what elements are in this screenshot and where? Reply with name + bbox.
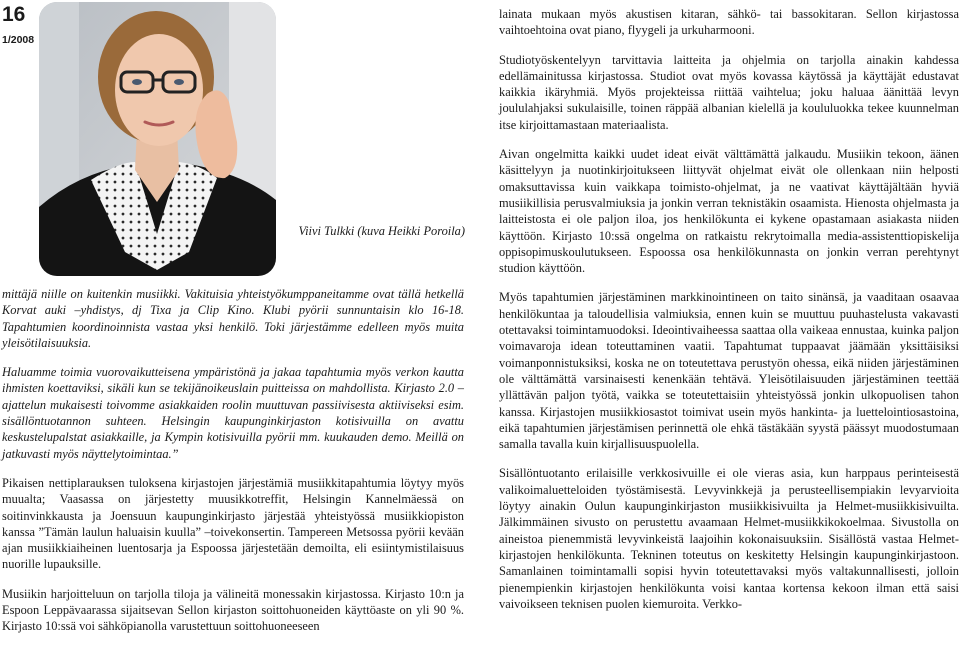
page-number: 16 xyxy=(2,3,26,26)
right-paragraph: Sisällöntuotanto erilaisille verkkosivuille ei ole vieras asia, kun harppaus perinteisestä valikoimaluetteloiden työstämisestä. Levyvinkkejä ja perusteellisempiakin levyarvioita löytyy ainakin Oulun kaupunginkirjaston musiikkisivuilta ja Helmet-musiikkisivuilta. Jälkimmäinen sivusto on perustettu avaamaan Helmet-musiikkikokoelmaa. Sivustolla on aineistoa pienemmistä levyvinkeistä laajoihin kokonaisuuksiin. Sisällöstä vastaa Helmet-kirjastojen henkilökunta. Tekninen toteutus on keskitetty Helsingin kaupunginkirjastoon. Samanlainen toimintamalli sopisi hyvin toteutettavaksi myös valtakunnallisesti, jolloin pienempienkin kirjastojen henkilökunta voisi kantaa kortensa kekoon ilman että saisi vaivoikseen teknisen puolen kiemuroita. Verkko- xyxy=(499,466,959,611)
portrait-photo xyxy=(39,2,276,276)
left-paragraph: Musiikin harjoitteluun on tarjolla tiloja ja välineitä monessakin kirjastossa. Kirjasto 10:n ja Espoon Leppävaarassa sijaitsevan Sellon kirjaston soittohuoneiden käyttöaste on yli 90 %. Kirjasto 10:ssä voi sähköpianolla varustettuun soittohuoneeseen xyxy=(2,586,464,634)
right-paragraph: Studiotyöskentelyyn tarvittavia laitteita ja ohjelmia on tarjolla ainakin kahdessa edellämainitussa kirjastossa. Studiot ovat myös kovassa käytössä ja käyttäjät edustavat kaikkia ikäryhmiä. Myös projekteissa riittää vaihtelua; joku haluaa äänittää levyn joululahjaksi sukulaisille, toinen räppää albanian kielellä ja koululuokka tekee kuunnelman itse kirjoittamastaan materiaalista. xyxy=(499,52,959,132)
portrait-illustration xyxy=(39,2,276,276)
left-paragraph: Pikaisen nettiplarauksen tuloksena kirjastojen järjestämiä musiikkitapahtumia löytyy myös muualta; Vaasassa on järjestetty muusikkotreffit, Helsingin Kannelmäessä on soitinvinkkausta ja Joensuun kaupunginkirjasto järjestää yhteistyössä musiikkiopiston kanssa ”Tämän laulun haluaisin kuulla” –toivekonsertin. Tampereen Metsossa pyörii kevään ajan musiikkiaiheinen luentosarja ja Espoossa järjestetään demoilta, eli esiintymistilaisuus nuorille lupauksille. xyxy=(2,475,464,572)
right-paragraph: Aivan ongelmitta kaikki uudet ideat eivät välttämättä jalkaudu. Musiikin tekoon, äänen käsittelyyn ja nuotinkirjoitukseen liittyvät ohjelmat eivät ole ollenkaan niin helposti omaksuttavissa kuin vaikkapa toimisto-ohjelmat, ja ne vaativat käyttäjältään hyviä musiikillisia perusvalmiuksia ja jonkin verran teknistäkin osaamista. Hienosta ohjelmasta ja laitteistosta ei ole paljon iloa, jos henkilökunta ei kykene opastamaan asiakasta niiden käyttöön. Kirjasto 10:ssä ongelma on ratkaistu rekrytoimalla media-assistenttiopiskelija oppisopimuskoulutukseen. Espoossa osa henkilökunnasta on jonkin verran perehtynyt studion käyttöön. xyxy=(499,147,959,276)
right-paragraph: Myös tapahtumien järjestäminen markkinointineen on taito sinänsä, ja vaaditaan osaavaa henkilökuntaa ja taloudellisia valmiuksia, ennen kuin se muuttuu puuhastelusta vakavasti otettavaksi toimintamuodoksi. Ideointivaiheessa saattaa olla vaikeaa ennustaa, kuinka paljon voimavaroja idean toteuttaminen vaatii. Tapahtumat tuppaavat jäämään yksittäisiksi voimanponnistuksiksi, koska ne on toteutettava perustyön ohessa, eikä niiden järjestäminen ole välttämättä varsinaisesti kenenkään tehtävä. Yleisötilaisuuden järjestäminen teettää yllättävän paljon työtä, vaikka se toteutettaisiin yhteistyössä jonkin ulkopuolisen tahon kanssa. Kirjastojen musiikkiosastot toimivat usein myös hankinta- ja luettelointiosastoina, eikä tapahtumien järjestämisen perinnettä ole ehkä tästäkään syystä päässyt muodostumaan samalla tavalla kuin kirjallisuuspuolella. xyxy=(499,290,959,452)
issue-label: 1/2008 xyxy=(2,34,35,46)
left-text-column xyxy=(2,286,464,635)
left-paragraph: mittäjä niille on kuitenkin musiikki. Vakituisia yhteistyökumppaneitamme ovat tällä hetkellä Korvat auki –yhdistys, dj Tixa ja Clip Kino. Klubi pyörii sunnuntaisin klo 16-18. Tapahtumien koordinoinnista vastaa yksi henkilö. Toki järjestämme edelleen myös muita yleisötilaisuuksia. xyxy=(2,287,464,350)
left-paragraph: Haluamme toimia vuorovaikutteisena ympäristönä ja jakaa tapahtumia myös verkon kautta ihmisten koettaviksi, sikäli kun se tekijänoikeuslain puitteissa on mahdollista. Kirjasto 2.0 –ajattelun mukaisesti toivomme asiakkaiden roolin muuttuvan passiivisesta aktiiviseksi esim. sisällöntuotannon suhteen. Helsingin kaupunginkirjaston kotisivuilla on avattu keskustelupalstat asiakkaille, ja Kympin kotisivuilla pyörii mm. kuukauden demo. Meillä on jatkuvasti myös näyttelytoimintaa.” xyxy=(2,365,464,461)
photo-caption: Viivi Tulkki (kuva Heikki Poroila) xyxy=(298,224,465,238)
right-paragraph: lainata mukaan myös akustisen kitaran, sähkö- tai bassokitaran. Sellon kirjastossa vaihtoehtoina ovat piano, flyygeli ja urkuharmooni. xyxy=(499,7,959,38)
right-text-column xyxy=(499,6,959,612)
page-number-block xyxy=(2,4,38,46)
